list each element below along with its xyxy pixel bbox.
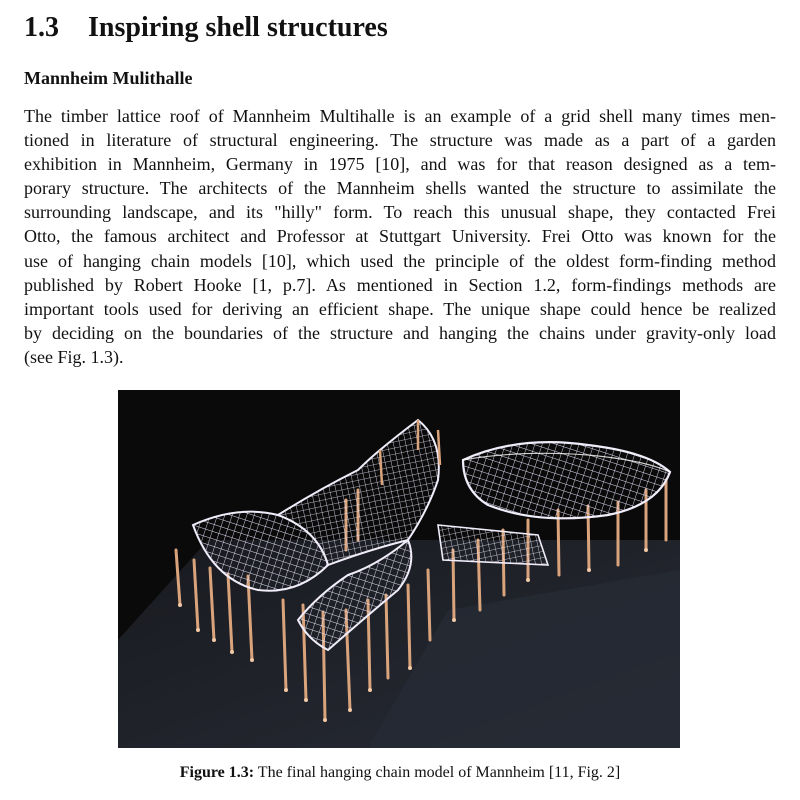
paragraph-line: important tools used for deriving an efficient shape. The unique shape could hence be realized — [24, 298, 776, 319]
paragraph-line: The timber lattice roof of Mannheim Multihalle is an example of a grid shell many times men- — [24, 106, 776, 126]
body-paragraph — [24, 104, 776, 369]
paragraph-line: Otto, the famous architect and Professor at Stuttgart University. Frei Otto was known for the — [24, 226, 776, 247]
section-number: 1.3 — [24, 12, 59, 43]
paragraph-line: porary structure. The architects of the Mannheim shells wanted the structure to assimilate the — [24, 178, 776, 199]
paragraph-line: (see Fig. 1.3). — [24, 346, 124, 367]
subsection-heading: Mannheim Mulithalle — [24, 68, 193, 88]
paragraph-line: published by Robert Hooke [1, p.7]. As mentioned in Section 1.2, form-findings methods are — [24, 274, 776, 295]
figure-image — [118, 390, 680, 748]
paragraph-line: use of hanging chain models [10], which used the principle of the oldest form-finding method — [24, 250, 776, 271]
figure-caption-text: The final hanging chain model of Mannheim [11, Fig. 2] — [254, 764, 621, 781]
hanging-chain-model-photo — [118, 390, 680, 748]
paragraph-line: surrounding landscape, and its "hilly" form. To reach this unusual shape, they contacted Frei — [24, 202, 776, 223]
figure-caption — [0, 762, 800, 784]
paragraph-line: tioned in literature of structural engineering. The structure was made as a part of a garden — [24, 130, 776, 151]
paragraph-line: by deciding on the boundaries of the structure and hanging the chains under gravity-only load — [24, 322, 776, 343]
section-title: Inspiring shell structures — [88, 12, 388, 43]
section-heading — [24, 8, 388, 48]
paragraph-line: exhibition in Mannheim, Germany in 1975 [10], and was for that reason designed as a tem- — [24, 154, 776, 175]
figure-label: Figure 1.3: — [179, 764, 255, 781]
